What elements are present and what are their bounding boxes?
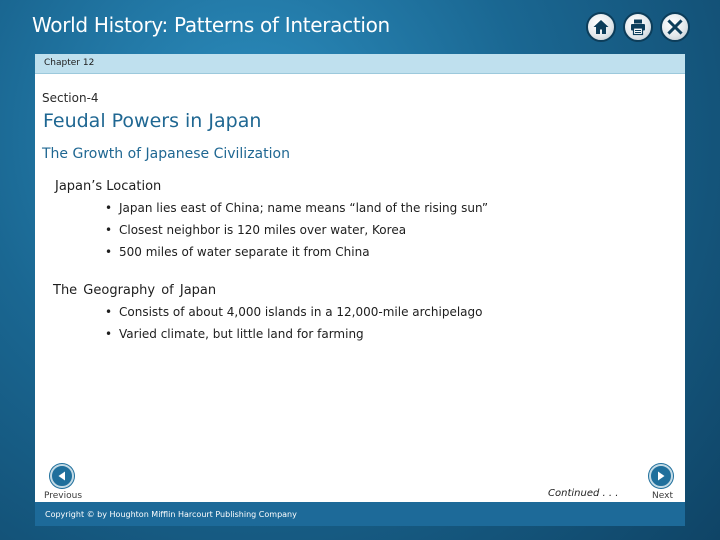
- geography-bullets: [105, 301, 483, 345]
- chapter-bar: [35, 54, 685, 74]
- arrow-right-icon: [655, 470, 667, 482]
- close-icon: [666, 18, 684, 36]
- continued-label: Continued . . .: [548, 488, 619, 499]
- app-title: World History: Patterns of Interaction: [32, 13, 390, 37]
- bullet-item: • Japan lies east of China; name means “land of the rising sun”: [105, 201, 489, 215]
- slide-panel: [35, 54, 685, 526]
- page-title: Feudal Powers in Japan: [43, 110, 262, 132]
- previous-button[interactable]: [50, 464, 74, 488]
- copyright-text: Copyright © by Houghton Mifflin Harcourt Publishing Company: [45, 510, 297, 519]
- footer-bar: [35, 502, 685, 526]
- subtitle: The Growth of Japanese Civilization: [42, 146, 290, 162]
- chapter-label: Chapter 12: [44, 58, 95, 68]
- block-heading-location: Japan’s Location: [55, 179, 162, 194]
- section-label: Section-4: [42, 91, 99, 105]
- bullet-item: • 500 miles of water separate it from China: [105, 245, 370, 259]
- next-label[interactable]: Next: [652, 491, 673, 501]
- close-button[interactable]: [660, 12, 690, 42]
- block-heading-geography: The Geography of Japan: [53, 283, 217, 298]
- arrow-left-icon: [56, 470, 68, 482]
- toolbar: [586, 12, 690, 42]
- previous-label[interactable]: Previous: [44, 491, 83, 501]
- print-button[interactable]: [623, 12, 653, 42]
- bullet-item: • Varied climate, but little land for farming: [105, 327, 364, 341]
- next-button[interactable]: [649, 464, 673, 488]
- bullet-item: • Consists of about 4,000 islands in a 12,000-mile archipelago: [105, 305, 483, 319]
- home-button[interactable]: [586, 12, 616, 42]
- location-bullets: [105, 197, 488, 263]
- home-icon: [592, 18, 610, 36]
- bullet-item: • Closest neighbor is 120 miles over water, Korea: [105, 223, 407, 237]
- print-icon: [629, 18, 647, 36]
